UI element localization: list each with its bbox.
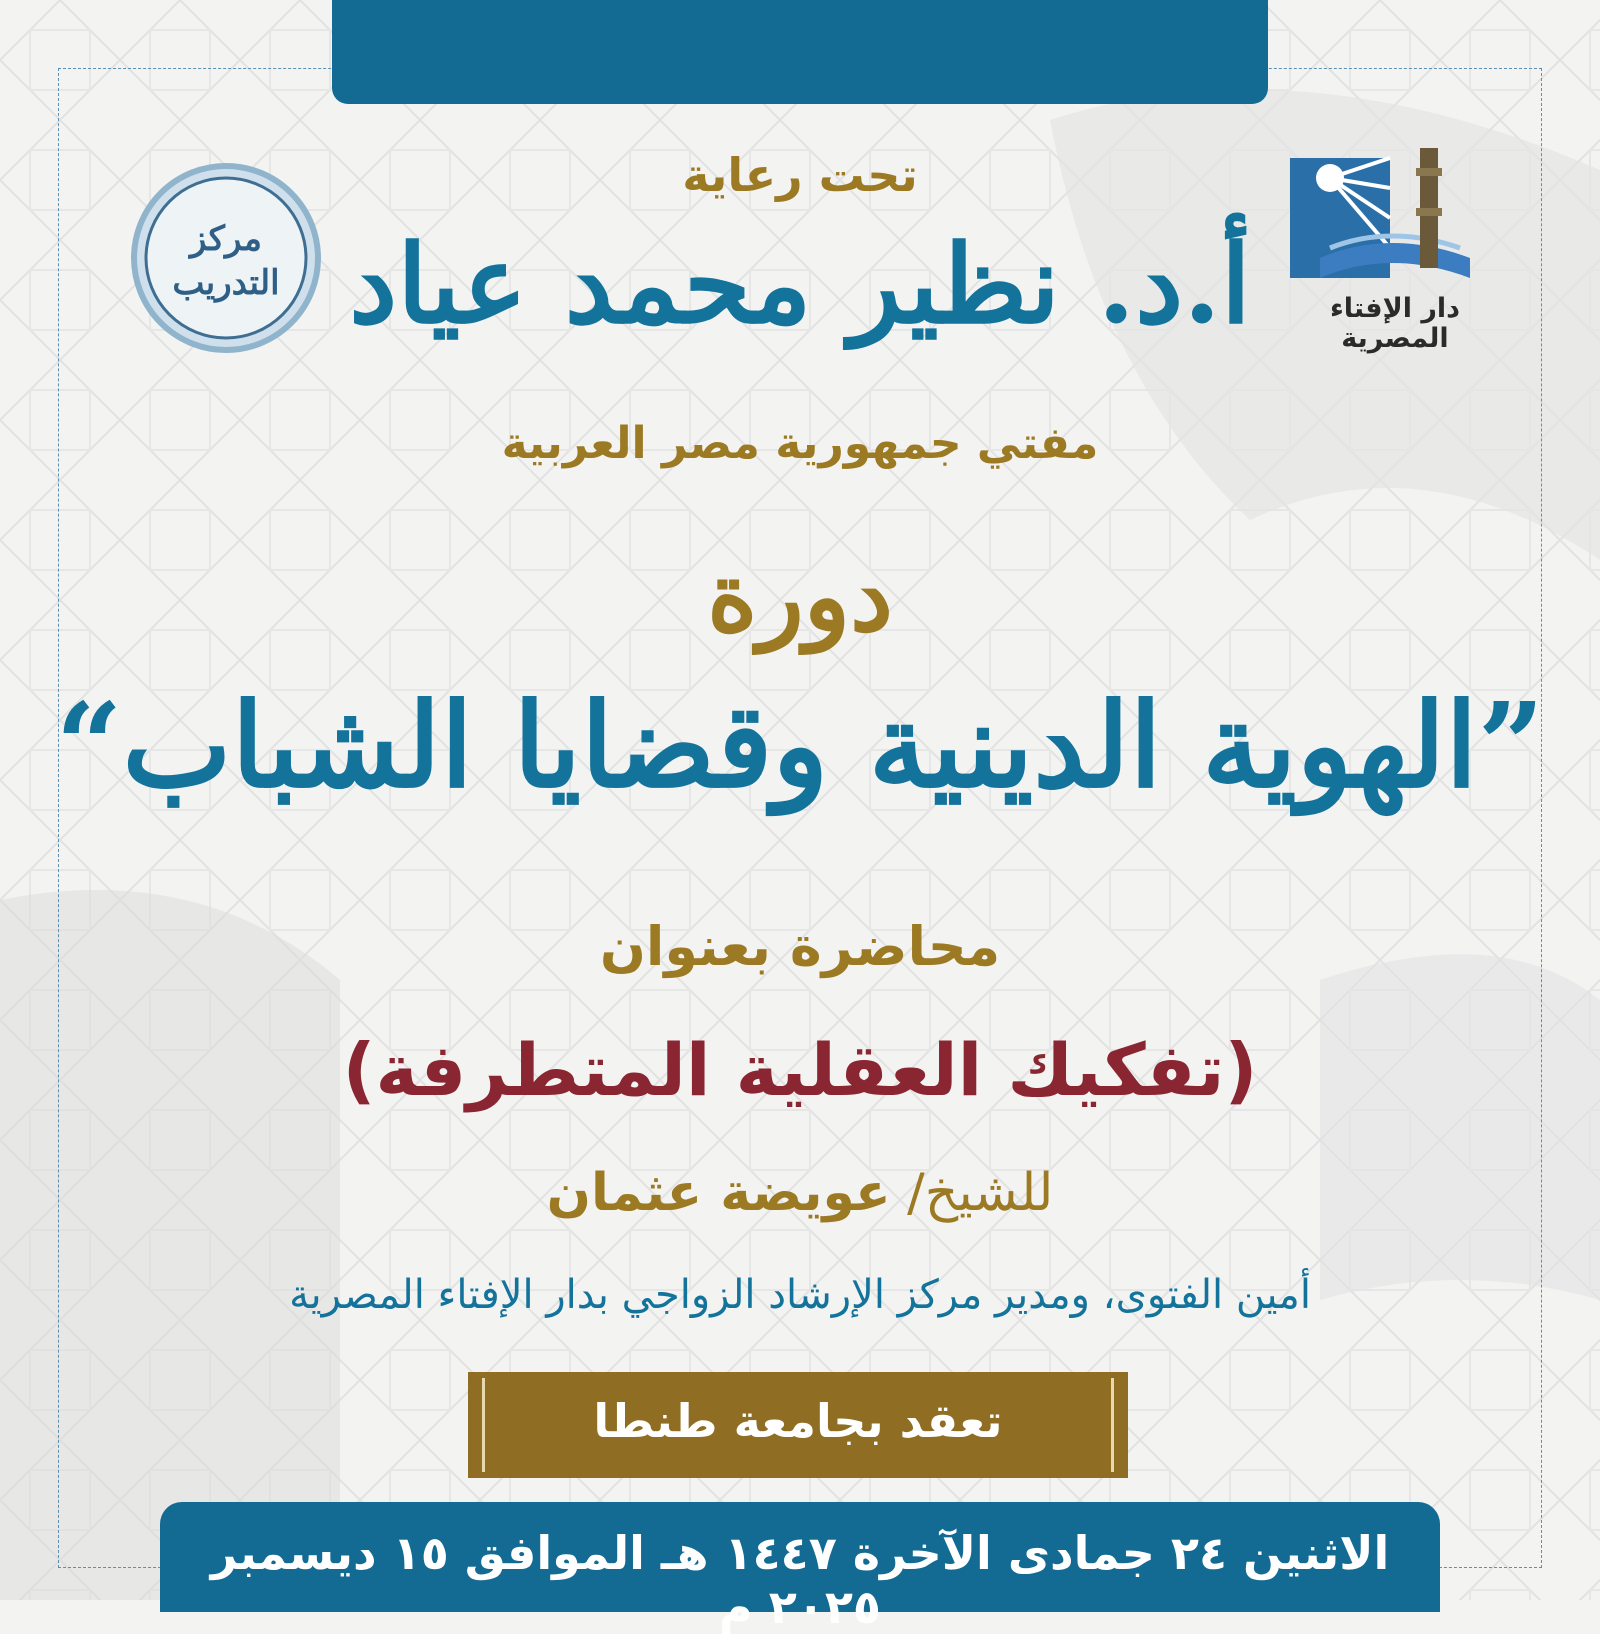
lecture-title: (تفكيك العقلية المتطرفة) [342,1028,1258,1112]
mufti-title: مفتي جمهورية مصر العربية [501,418,1099,469]
mufti-name: أ.د. نظير محمد عياد [349,222,1251,348]
date-text: الاثنين ٢٤ جمادى الآخرة ١٤٤٧ هـ الموافق ١٥ ديسمبر ٢٠٢٥ م [210,1526,1390,1634]
venue-box [468,1372,1128,1478]
top-banner-bar [332,0,1268,104]
venue-text: تعقد بجامعة طنطا [593,1394,1003,1448]
dar-al-ifta-line2: المصرية [1341,323,1449,354]
course-title: ”الهوية الدينية وقضايا الشباب“ [55,678,1545,814]
training-center-line1: مركز [190,219,262,259]
course-label: دورة [707,540,893,653]
training-center-line2: التدريب [172,263,280,303]
speaker-name: عويضة عثمان [546,1163,891,1223]
lecture-label: محاضرة بعنوان [599,915,1001,978]
speaker-role: أمين الفتوى، ومدير مركز الإرشاد الزواجي بدار الإفتاء المصرية [289,1272,1311,1318]
speaker-prefix: للشيخ/ [907,1163,1054,1223]
speaker-line [0,1163,1600,1223]
date-bar [160,1502,1440,1634]
patronage-label: تحت رعاية [682,148,918,202]
dar-al-ifta-line1: دار الإفتاء [1329,293,1461,324]
